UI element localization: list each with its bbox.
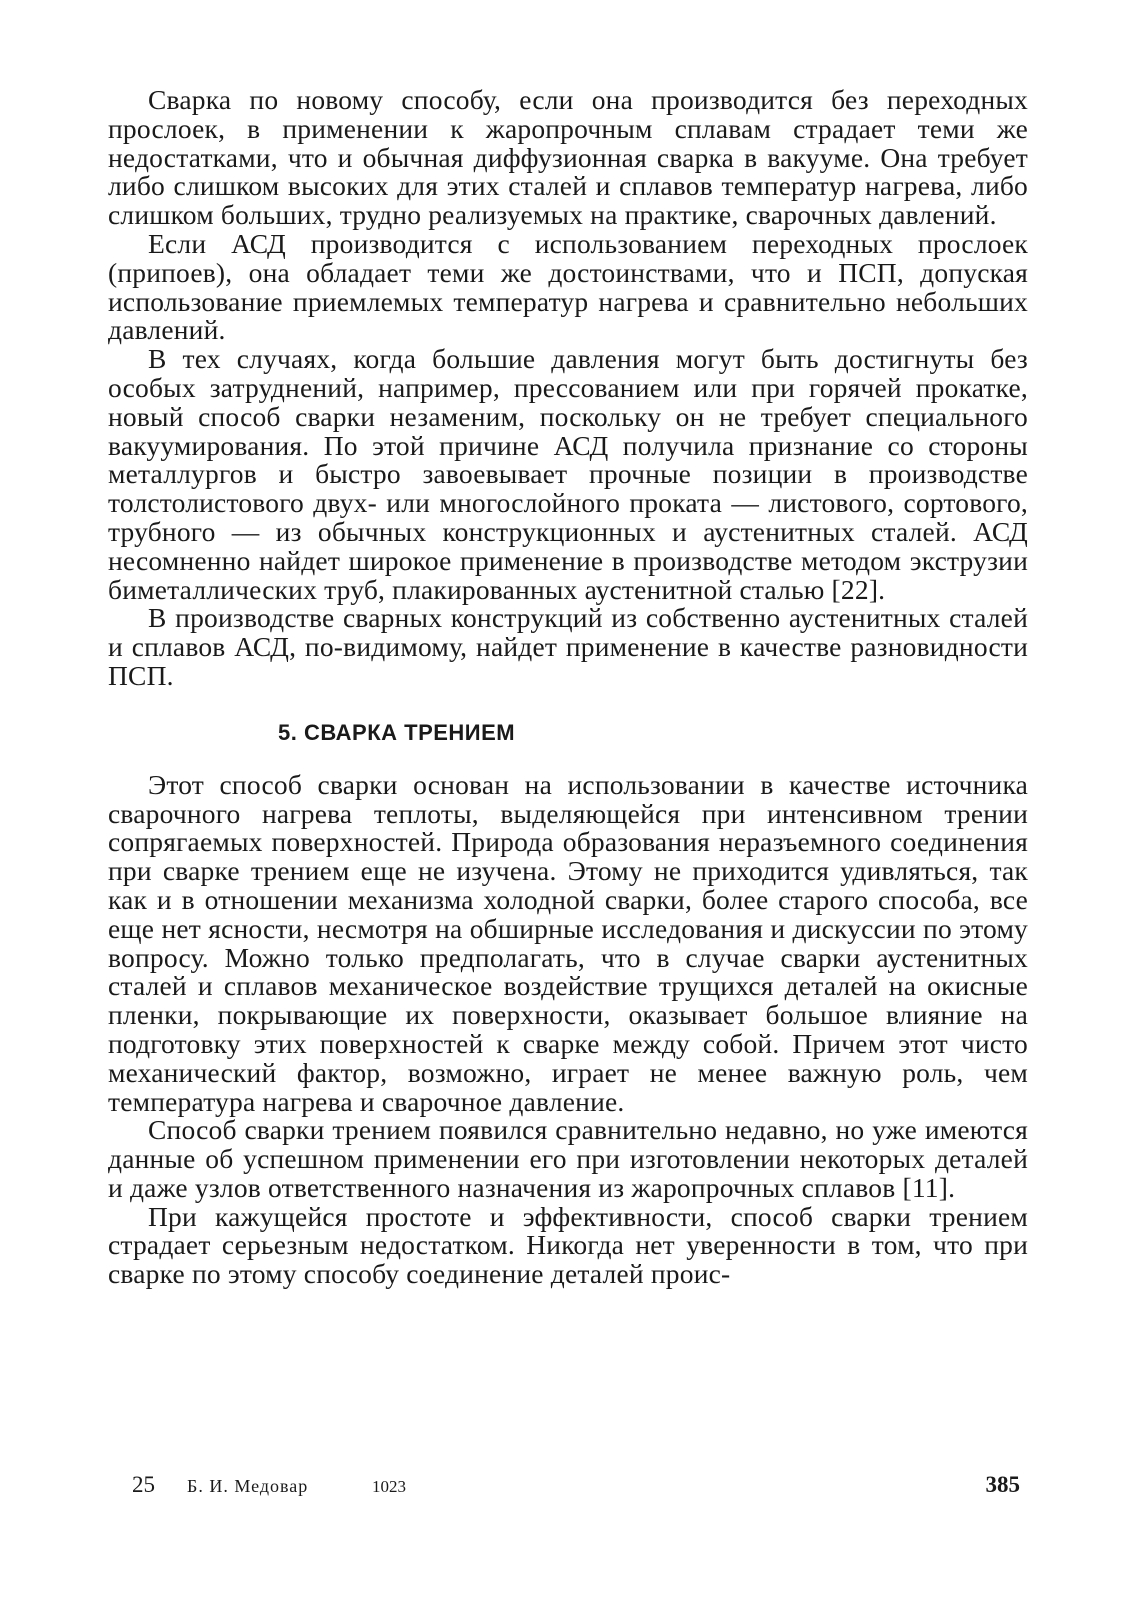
page-footer bbox=[132, 1472, 1032, 1502]
paragraph: При кажущейся простоте и эффективности, способ сварки трением страдает серьезным недостатком. Никогда нет уверенности в том, что при сварке по этому способу соединение деталей проис- bbox=[108, 1200, 1028, 1290]
paragraph: В тех случаях, когда большие давления могут быть достигнуты без особых затруднений, например, прессованием или при горячей прокатке, новый способ сварки незаменим, поскольку он не требует специального вакуумирования. По этой причине АСД получила признание со стороны металлургов и быстро завоевывает прочные позиции в производстве толстолистового двух- или многослойного проката — листового, сортового, трубного — из обычных конструкционных и аустенитных сталей. АСД несомненно найдет широкое применение в производстве методом экструзии биметаллических труб, плакированных аустенитной сталью [22]. bbox=[108, 343, 1028, 605]
paragraph: Способ сварки трением появился сравнительно недавно, но уже имеются данные об успешном применении его при изготовлении некоторых деталей и даже узлов ответственного назначения из жаропрочных сплавов [11]. bbox=[108, 1114, 1028, 1203]
paragraph: Этот способ сварки основан на использовании в качестве источника сварочного нагрева теплоты, выделяющейся при интенсивном трении сопрягаемых поверхностей. Природа образования неразъемного соединения при сварке трением еще не изучена. Этому не приходится удивляться, так как и в отношении механизма холодной сварки, более старого способа, все еще нет ясности, несмотря на обширные исследования и дискуссии по этому вопросу. Можно только предполагать, что в случае сварки аустенитных сталей и сплавов механическое воздействие трущихся деталей на окисные пленки, покрывающие их поверхности, оказывает большое влияние на подготовку этих поверхностей к сварке между собой. Причем этот чисто механический фактор, возможно, играет не менее важную роль, чем температура нагрева и сварочное давление. bbox=[108, 768, 1028, 1117]
signature-mark: 25 bbox=[132, 1472, 155, 1497]
paragraph: Сварка по новому способу, если она производится без переходных прослоек, в применении к жаропрочным сплавам страдает теми же недостатками, что и обычная диффузионная сварка в вакууме. Она требует либо слишком высоких для этих сталей и сплавов температур нагрева, либо слишком больших, трудно реализуемых на практике, сварочных давлений. bbox=[108, 84, 1028, 231]
page-body bbox=[108, 86, 1028, 1289]
section-heading: 5. СВАРКА ТРЕНИЕМ bbox=[278, 719, 516, 745]
footer-author: Б. И. Медовар bbox=[187, 1476, 309, 1496]
paragraph: Если АСД производится с использованием переходных прослоек (припоев), она обладает теми же достоинствами, что и ПСП, допуская использование приемлемых температур нагрева и сравнительно небольших давлений. bbox=[108, 227, 1028, 346]
paragraph: В производстве сварных конструкций из собственно аустенитных сталей и сплавов АСД, по-видимому, найдет применение в качестве разновидности ПСП. bbox=[108, 602, 1028, 691]
footer-code: 1023 bbox=[372, 1477, 406, 1496]
page-number: 385 bbox=[985, 1472, 1020, 1497]
